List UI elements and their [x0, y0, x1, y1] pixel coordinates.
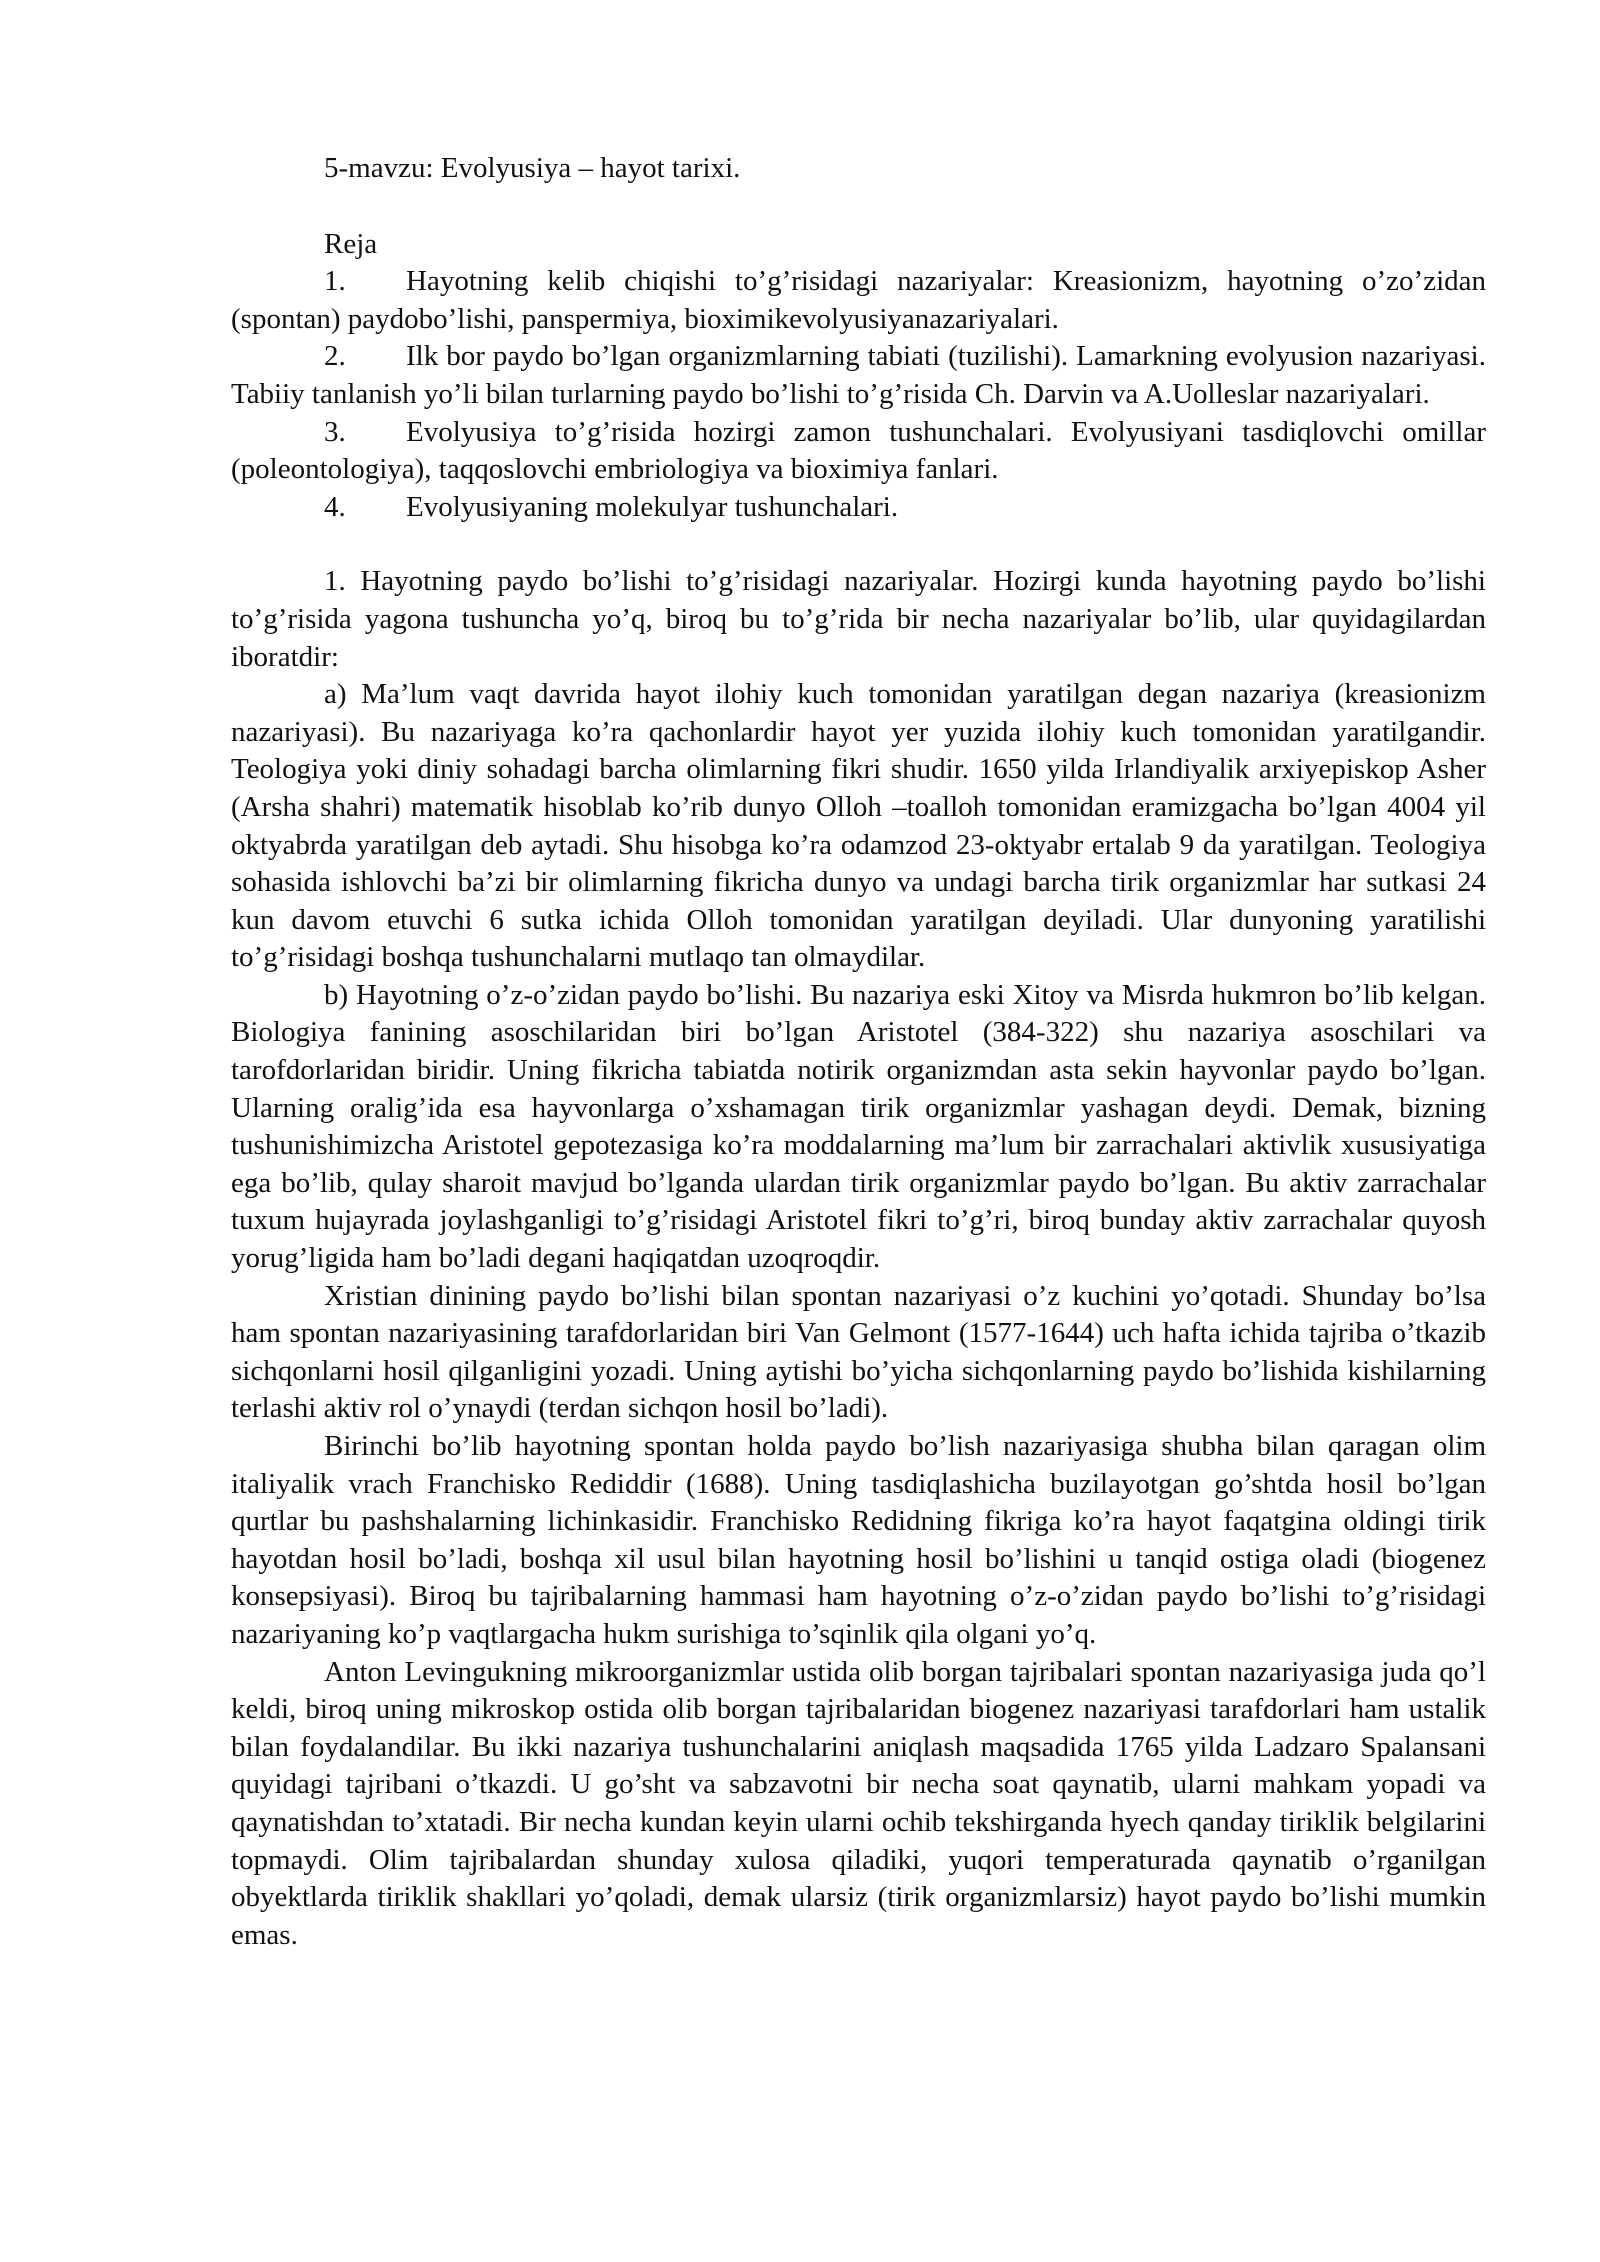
body-paragraph: a) Ma’lum vaqt davrida hayot ilohiy kuch tomonidan yaratilgan degan nazariya (kreasionizm nazariyasi). Bu nazariyaga ko’ra qachonlardir hayot yer yuzida ilohiy kuch tomonidan yaratilgandir. Teologiya yoki diniy sohadagi barcha olimlarning fikri shudir. 1650 yilda Irlandiyalik arxiyepiskop Asher (Arsha shahri) matematik hisoblab ko’rib dunyo Olloh –toalloh tomonidan eramizgacha bo’lgan 4004 yil oktyabrda yaratilgan deb aytadi. Shu hisobga ko’ra odamzod 23-oktyabr ertalab 9 da yaratilgan. Teologiya sohasida ishlovchi ba’zi bir olimlarning fikricha dunyo va undagi barcha tirik organizmlar har sutkasi 24 kun davom etuvchi 6 sutka ichida Olloh tomonidan yaratilgan deyiladi. Ular dunyoning yaratilishi to’g’risidagi boshqa tushunchalarni mutlaqo tan olmaydilar.	[231, 678, 1486, 974]
section-spacer	[231, 526, 1486, 563]
body-paragraph: Birinchi bo’lib hayotning spontan holda paydo bo’lish nazariyasiga shubha bilan qaragan olim italiyalik vrach Franchisko Rediddir (1688). Uning tasdiqlashicha buzilayotgan go’shtda hosil bo’lgan qurtlar bu pashshalarning lichinkasidir. Franchisko Redidning fikriga ko’ra hayot faqatgina oldingi tirik hayotdan hosil bo’ladi, boshqa xil usul bilan hayotning hosil bo’lishini u tanqid ostiga oladi (biogenez konsepsiyasi). Biroq bu tajribalarning hammasi ham hayotning o’z-o’zidan paydo bo’lishi to’g’risidagi nazariyaning ko’p vaqtlargacha hukm surishiga to’sqinlik qila olgani yo’q.	[231, 1430, 1486, 1650]
plan-item-number: 3.	[324, 415, 346, 448]
plan-item	[231, 263, 1486, 338]
plan-item-number: 4.	[324, 490, 346, 523]
plan-heading: Reja	[324, 227, 378, 260]
plan-item-text: Hayotning kelib chiqishi to’g’risidagi nazariyalar: Kreasionizm, hayotning o’zo’zidan (spontan) paydobo’lishi, panspermiya, bioximikevolyusiyanazariyalari.	[231, 265, 1486, 335]
plan-item	[231, 338, 1486, 413]
plan-item-number: 1.	[324, 265, 346, 298]
plan-item-text: Evolyusiyaning molekulyar tushunchalari.	[406, 490, 899, 523]
plan-item	[231, 489, 1486, 527]
body-paragraph: Anton Levingukning mikroorganizmlar ustida olib borgan tajribalari spontan nazariyasiga juda qo’l keldi, biroq uning mikroskop ostida olib borgan tajribalaridan biogenez nazariyasi tarafdorlari ham ustalik bilan foydalandilar. Bu ikki nazariya tushunchalarini aniqlash maqsadida 1765 yilda Ladzaro Spalansani quyidagi tajribani o’tkazdi. U go’sht va sabzavotni bir necha soat qaynatib, ularni mahkam yopadi va qaynatishdan to’xtatadi. Bir necha kundan keyin ularni ochib tekshirganda hyech qanday tiriklik belgilarini topmaydi. Olim tajribalardan shunday xulosa qiladiki, yuqori temperaturada qaynatib o’rganilgan obyektlarda tiriklik shakllari yo’qoladi, demak ularsiz (tirik organizmlarsiz) hayot paydo bo’lishi mumkin emas.	[231, 1655, 1486, 1951]
plan-list	[231, 263, 1486, 526]
body-paragraph: b) Hayotning o’z-o’zidan paydo bo’lishi. Bu nazariya eski Xitoy va Misrda hukmron bo’lib kelgan. Biologiya fanining asoschilaridan biri bo’lgan Aristotel (384-322) shu nazariya asoschilari va tarofdorlaridan biridir. Uning fikricha tabiatda notirik organizmdan asta sekin hayvonlar paydo bo’lgan. Ularning oralig’ida esa hayvonlarga o’xshamagan tirik organizmlar yashagan deydi. Demak, bizning tushunishimizcha Aristotel gepotezasiga ko’ra moddalarning ma’lum bir zarrachalari aktivlik xususiyatiga ega bo’lib, qulay sharoit mavjud bo’lganda ulardan tirik organizmlar paydo bo’lgan. Bu aktiv zarrachalar tuxum hujayrada joylashganligi to’g’risidagi Aristotel fikri to’g’ri, biroq bunday aktiv zarrachalar quyosh yorug’ligida ham bo’ladi degani haqiqatdan uzoqroqdir.	[231, 978, 1486, 1275]
body-paragraph: 1. Hayotning paydo bo’lishi to’g’risidagi nazariyalar. Hozirgi kunda hayotning paydo bo’lishi to’g’risida yagona tushuncha yo’q, biroq bu to’g’rida bir necha nazariyalar bo’lib, ular quyidagilardan iboratdir:	[231, 565, 1486, 673]
plan-item-number: 2.	[324, 340, 346, 373]
plan-item-text: Ilk bor paydo bo’lgan organizmlarning tabiati (tuzilishi). Lamarkning evolyusion nazariyasi. Tabiiy tanlanish yo’li bilan turlarning paydo bo’lishi to’g’risida Ch. Darvin va A.Uolleslar nazariyalari.	[231, 340, 1486, 410]
document-body	[231, 150, 1486, 1954]
body-paragraph: Xristian dinining paydo bo’lishi bilan spontan nazariyasi o’z kuchini yo’qotadi. Shunday bo’lsa ham spontan nazariyasining tarafdorlaridan biri Van Gelmont (1577-1644) uch hafta ichida tajriba o’tkazib sichqonlarni hosil qilganligini yozadi. Uning aytishi bo’yicha sichqonlarning paydo bo’lishida kishilarning terlashi aktiv rol o’ynaydi (terdan sichqon hosil bo’ladi).	[231, 1279, 1486, 1425]
lesson-title: 5-mavzu: Evolyusiya – hayot tarixi.	[324, 152, 741, 184]
plan-item-text: Evolyusiya to’g’risida hozirgi zamon tushunchalari. Evolyusiyani tasdiqlovchi omillar (poleontologiya), taqqoslovchi embriologiya va bioximiya fanlari.	[231, 415, 1486, 486]
plan-item	[231, 414, 1486, 489]
